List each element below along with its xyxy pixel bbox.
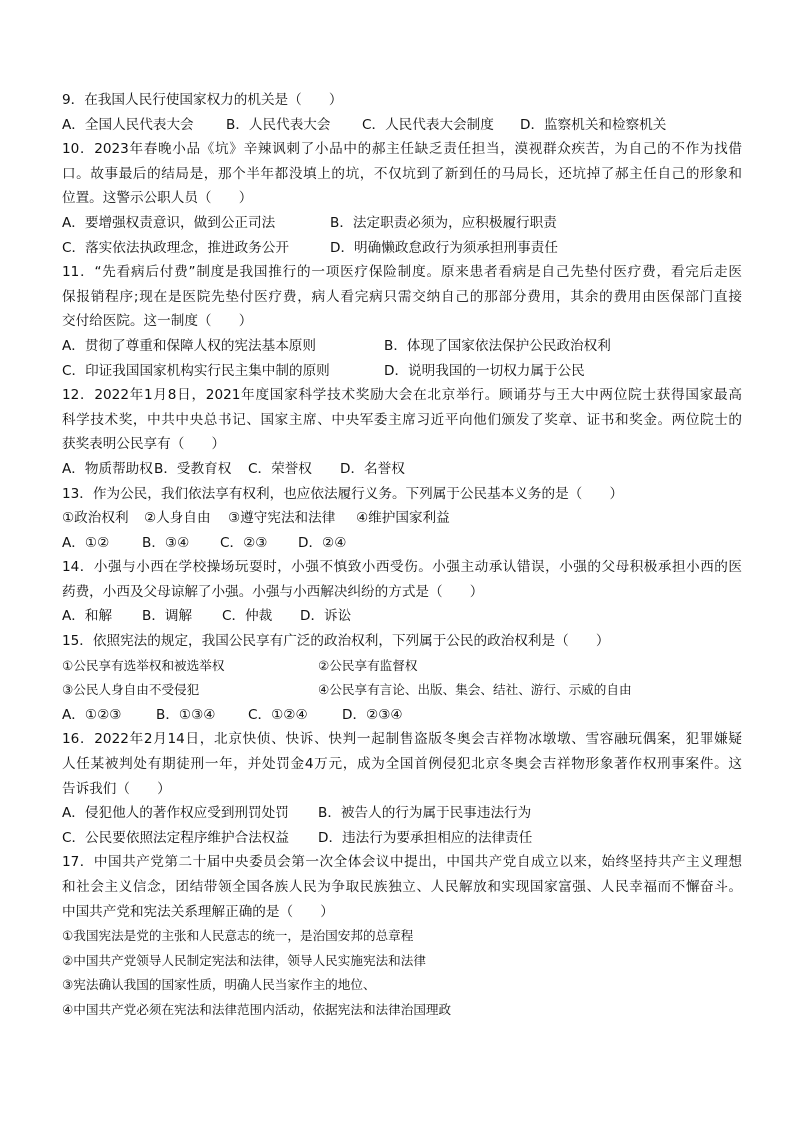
option-d[interactable]: D．说明我国的一切权力属于公民 xyxy=(384,362,585,379)
option-c[interactable]: C．人民代表大会制度 xyxy=(362,116,494,133)
option-b[interactable]: B．体现了国家依法保护公民政治权利 xyxy=(384,337,611,354)
question-15-items-row xyxy=(62,654,742,679)
option-d[interactable]: D．监察机关和检察机关 xyxy=(520,116,667,133)
option-c[interactable]: C．荣誉权 xyxy=(248,460,312,477)
question-13-options xyxy=(62,531,742,556)
exam-page xyxy=(62,88,742,1023)
item-1: ①公民享有选举权和被选举权 xyxy=(62,657,225,673)
option-d[interactable]: D．诉讼 xyxy=(300,608,352,625)
question-17-stem-line: 和社会主义信念，团结带领全国各族人民为争取民族独立、人民解放和实现国家富强、人民幸福而不懈奋斗。 xyxy=(62,879,742,895)
question-13-stem: 13．作为公民，我们依法享有权利，也应依法履行义务。下列属于公民基本义务的是（ ） xyxy=(62,485,624,502)
option-a[interactable]: A．物质帮助权 xyxy=(62,460,153,477)
option-b[interactable]: B．①③④ xyxy=(156,706,216,723)
question-17-statement: ②中国共产党领导人民制定宪法和法律，领导人民实施宪法和法律 xyxy=(62,952,426,968)
question-16-stem-line: 16．2022年2月14日，北京快侦、快诉、快判一起制售盗版冬奥会吉祥物冰墩墩、雪容融玩偶案，犯罪嫌疑 xyxy=(62,731,742,748)
option-a[interactable]: A．全国人民代表大会 xyxy=(62,116,194,133)
option-c[interactable]: C．印证我国国家机构实行民主集中制的原则 xyxy=(62,362,330,379)
option-b[interactable]: B．调解 xyxy=(142,608,193,625)
option-c[interactable]: C．落实依法执政理念，推进政务公开 xyxy=(62,239,289,256)
question-10-stem-line: 10．2023年春晚小品《坑》辛辣讽刺了小品中的郝主任缺乏责任担当，漠视群众疾苦，为自己的不作为找借 xyxy=(62,141,742,158)
question-10-options-row xyxy=(62,236,742,261)
option-a[interactable]: A．贯彻了尊重和保障人权的宪法基本原则 xyxy=(62,337,316,354)
option-c[interactable]: C．仲裁 xyxy=(222,608,273,625)
question-14-options xyxy=(62,604,742,629)
question-12-stem-line: 获奖表明公民享有（ ） xyxy=(62,436,226,453)
option-b[interactable]: B．法定职责必须为，应积极履行职责 xyxy=(330,214,557,231)
question-15-options xyxy=(62,703,742,728)
question-14-stem-line: 14．小强与小西在学校操场玩耍时，小强不慎致小西受伤。小强主动承认错误，小强的父母积极承担小西的医 xyxy=(62,559,742,576)
question-17-statement: ③宪法确认我国的国家性质，明确人民当家作主的地位、 xyxy=(62,977,376,993)
option-d[interactable]: D．名誉权 xyxy=(340,460,405,477)
option-a[interactable]: A．要增强权责意识，做到公正司法 xyxy=(62,214,276,231)
option-b[interactable]: B．③④ xyxy=(142,534,190,551)
option-c[interactable]: C．②③ xyxy=(220,534,268,551)
question-14-stem-line: 药费，小西及父母谅解了小强。小强与小西解决纠纷的方式是（ ） xyxy=(62,583,484,600)
item-3: ③公民人身自由不受侵犯 xyxy=(62,682,200,698)
item-4: ④公民享有言论、出版、集会、结社、游行、示威的自由 xyxy=(318,682,632,698)
question-17-stem-line: 17．中国共产党第二十届中央委员会第一次全体会议中提出，中国共产党自成立以来，始终坚持共产主义理想 xyxy=(62,854,742,871)
question-15-items-row xyxy=(62,678,742,703)
question-13-items xyxy=(62,506,742,531)
question-10-options-row xyxy=(62,211,742,236)
option-d[interactable]: D．违法行为要承担相应的法律责任 xyxy=(318,829,533,846)
question-16-stem-line: 人任某被判处有期徒刑一年，并处罚金4万元，成为全国首例侵犯北京冬奥会吉祥物形象著作权刑事案件。这 xyxy=(62,756,742,773)
question-17-statement: ④中国共产党必须在宪法和法律范围内活动，依据宪法和法律治国理政 xyxy=(62,1001,452,1017)
option-a[interactable]: A．①②③ xyxy=(62,706,122,723)
question-15-stem: 15．依照宪法的规定，我国公民享有广泛的政治权利，下列属于公民的政治权利是（ ） xyxy=(62,633,610,650)
option-c[interactable]: C．①②④ xyxy=(248,706,308,723)
question-11-stem-line: 保报销程序;现在是医院先垫付医疗费，病人看完病只需交纳自己的那部分费用，其余的费用由医保部门直接 xyxy=(62,288,742,305)
question-12-stem-line: 12．2022年1月8日，2021年度国家科学技术奖励大会在北京举行。顾诵芬与王大中两位院士获得国家最高 xyxy=(62,387,742,404)
question-10-stem-line: 位置。这警示公职人员（ ） xyxy=(62,190,253,207)
question-11-stem-line: 交付给医院。这一制度（ ） xyxy=(62,313,253,330)
item-4: ④维护国家利益 xyxy=(356,510,450,527)
question-17-statement: ①我国宪法是党的主张和人民意志的统一，是治国安邦的总章程 xyxy=(62,928,414,944)
question-12-options xyxy=(62,457,742,482)
item-3: ③遵守宪法和法律 xyxy=(228,510,336,527)
question-11-stem-line: 11．“先看病后付费”制度是我国推行的一项医疗保险制度。原来患者看病是自己先垫付医疗费，看完后走医 xyxy=(62,264,742,281)
question-12-stem-line: 科学技术奖，中共中央总书记、国家主席、中央军委主席习近平向他们颁发了奖章、证书和奖金。两位院士的 xyxy=(62,411,742,428)
item-1: ①政治权利 xyxy=(62,510,129,527)
question-16-stem-line: 告诉我们（ ） xyxy=(62,780,171,797)
question-10-stem-line: 口。故事最后的结局是，那个半年都没填上的坑，不仅坑到了新到任的马局长，还坑掉了郝主任自己的形象和 xyxy=(62,165,742,182)
option-c[interactable]: C．公民要依照法定程序维护合法权益 xyxy=(62,829,289,846)
question-16-options-row xyxy=(62,826,742,851)
item-2: ②人身自由 xyxy=(144,510,211,527)
question-9-stem: 9．在我国人民行使国家权力的机关是（ ） xyxy=(62,92,343,108)
option-d[interactable]: D．明确懒政怠政行为须承担刑事责任 xyxy=(330,239,558,256)
question-11-options-row xyxy=(62,334,742,359)
option-b[interactable]: B．受教育权 xyxy=(154,460,232,477)
question-9-options xyxy=(62,113,742,138)
option-a[interactable]: A．侵犯他人的著作权应受到刑罚处罚 xyxy=(62,805,289,822)
question-17-stem-line: 中国共产党和宪法关系理解正确的是（ ） xyxy=(62,903,334,920)
option-b[interactable]: B．被告人的行为属于民事违法行为 xyxy=(318,805,532,822)
option-d[interactable]: D．②④ xyxy=(298,534,347,551)
item-2: ②公民享有监督权 xyxy=(318,657,418,673)
option-a[interactable]: A．①② xyxy=(62,534,110,551)
question-11-options-row xyxy=(62,359,742,384)
option-b[interactable]: B．人民代表大会 xyxy=(226,116,331,133)
question-16-options-row xyxy=(62,801,742,826)
option-d[interactable]: D．②③④ xyxy=(342,706,403,723)
option-a[interactable]: A．和解 xyxy=(62,608,113,625)
